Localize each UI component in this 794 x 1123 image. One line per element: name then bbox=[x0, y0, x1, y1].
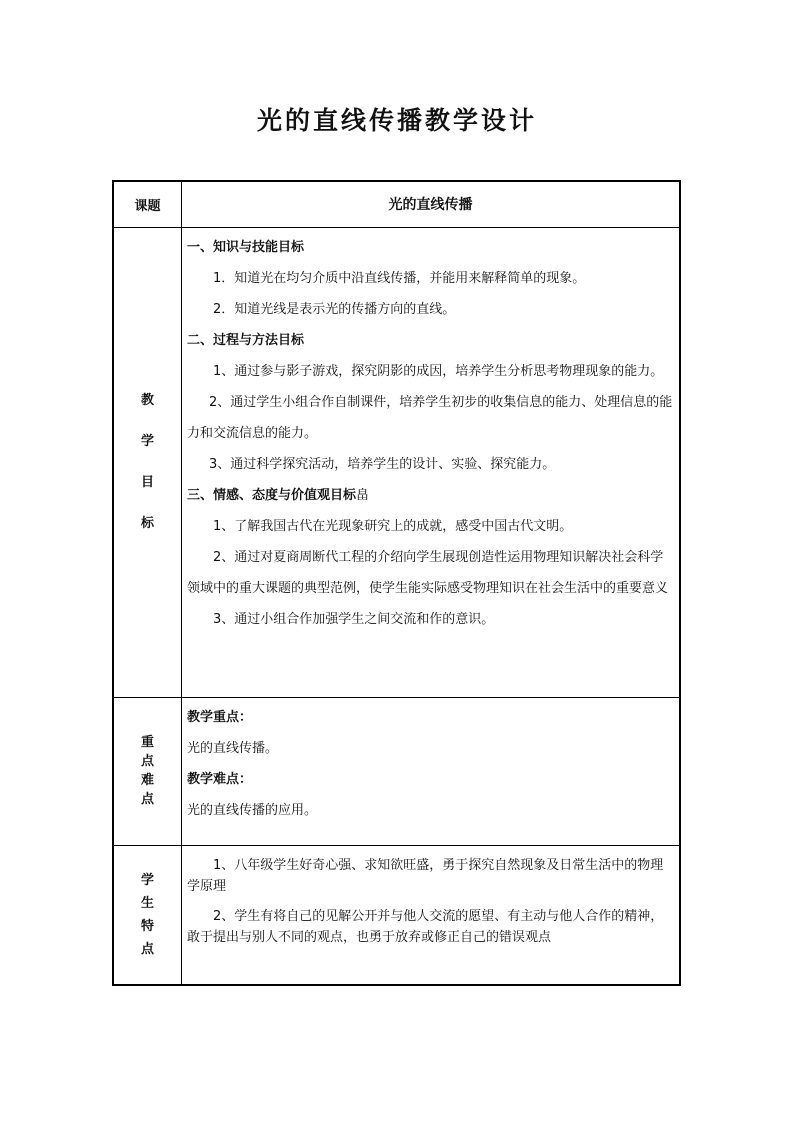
section-process-title: 二、过程与方法目标 bbox=[187, 332, 305, 348]
section-attitude-title-line bbox=[187, 480, 676, 511]
objective-item: 1、通过参与影子游戏，探究阴影的成因，培养学生分析思考物理现象的能力。 bbox=[213, 363, 664, 379]
students-content bbox=[182, 845, 681, 985]
key-points-label-cell bbox=[113, 697, 182, 845]
objectives-label: 教学目标 bbox=[140, 393, 154, 531]
key-points-label: 重点难点 bbox=[140, 735, 154, 807]
objective-item: 2、通过对夏商周断代工程的介绍向学生展现创造性运用物理知识解决社会科学领域中的重大课题的典型范例，使学生能实际感受物理知识在社会生活中的重要意义 bbox=[187, 549, 669, 596]
topic-row bbox=[113, 181, 680, 227]
objective-item: 2、通过学生小组合作自制课件，培养学生初步的收集信息的能力、处理信息的能力和交流信息的能力。 bbox=[187, 394, 673, 441]
document-title: 光的直线传播教学设计 bbox=[256, 106, 537, 135]
teaching-focus-text: 光的直线传播。 bbox=[187, 740, 279, 756]
objective-item: 1、了解我国古代在光现象研究上的成就，感受中国古代文明。 bbox=[213, 518, 573, 534]
objectives-content bbox=[182, 227, 681, 697]
objective-item: 3、通过小组合作加强学生之间交流和作的意识。 bbox=[213, 611, 495, 627]
objectives-row bbox=[113, 227, 680, 697]
lesson-plan-table bbox=[112, 180, 681, 986]
student-trait: 1、八年级学生好奇心强、求知欲旺盛，勇于探究自然现象及日常生活中的物理学原理 bbox=[187, 857, 664, 894]
section-knowledge-title: 一、知识与技能目标 bbox=[187, 239, 305, 255]
section-attitude-suffix: 畠 bbox=[356, 487, 370, 503]
teaching-difficulty-title: 教学难点： bbox=[187, 771, 253, 787]
section-attitude-title: 三、情感、态度与价值观目标 bbox=[187, 487, 357, 503]
topic-value: 光的直线传播 bbox=[182, 181, 681, 227]
objective-item: 2．知道光线是表示光的传播方向的直线。 bbox=[213, 301, 456, 317]
objective-item: 1．知道光在均匀介质中沿直线传播，并能用来解释简单的现象。 bbox=[213, 270, 586, 286]
objectives-label-cell bbox=[113, 227, 182, 697]
topic-label: 课题 bbox=[113, 181, 182, 227]
key-points-row bbox=[113, 697, 680, 845]
teaching-focus-title: 教学重点： bbox=[187, 709, 253, 725]
objective-item: 3、通过科学探究活动，培养学生的设计、实验、探究能力。 bbox=[209, 456, 556, 472]
students-row bbox=[113, 845, 680, 985]
students-label-cell bbox=[113, 845, 182, 985]
student-trait: 2、学生有将自己的见解公开并与他人交流的愿望、有主动与他人合作的精神，敢于提出与别人不同的观点，也勇于放弃或修正自己的错误观点 bbox=[187, 908, 664, 945]
teaching-difficulty-text: 光的直线传播的应用。 bbox=[187, 802, 318, 818]
key-points-content bbox=[182, 697, 681, 845]
students-label: 学生特点 bbox=[140, 872, 154, 957]
